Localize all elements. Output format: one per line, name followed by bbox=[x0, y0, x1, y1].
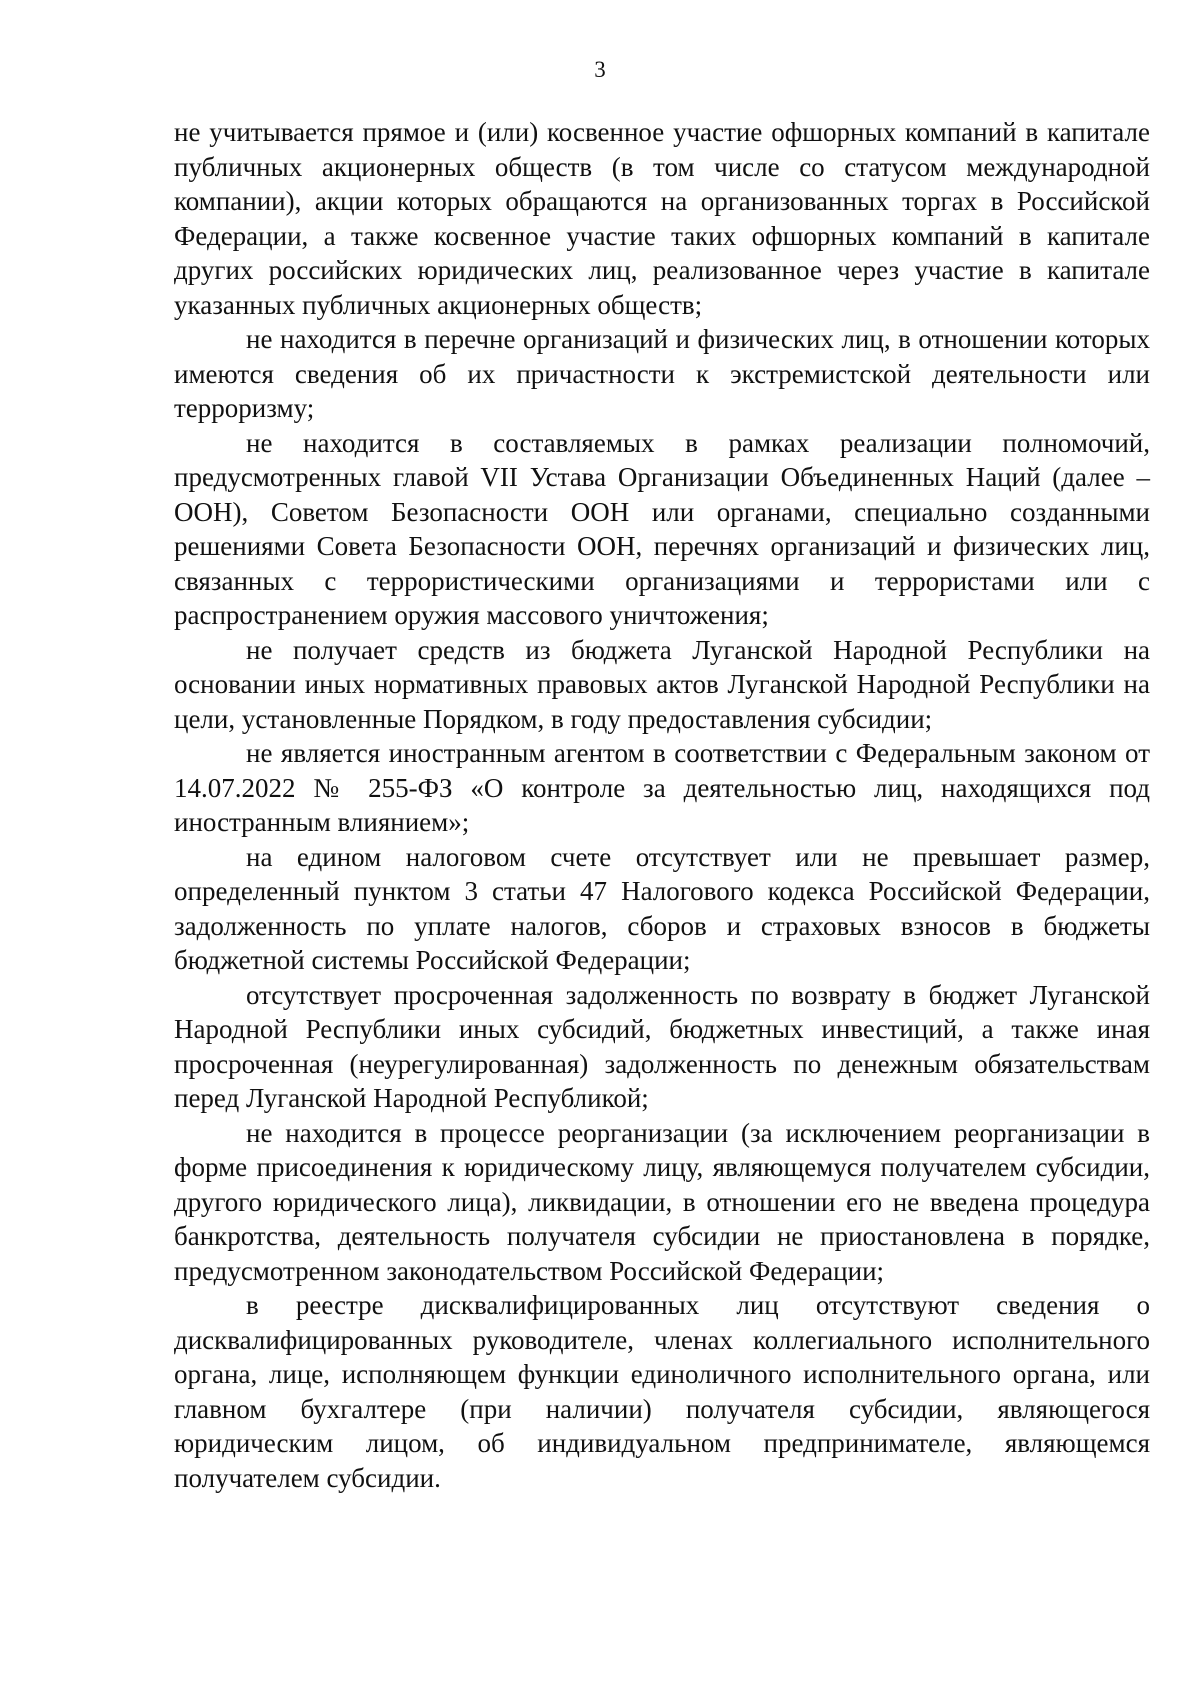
paragraph-overdue-debt: отсутствует просроченная задолженность по возврату в бюджет Луганской Народной Республики иных субсидий, бюджетных инвестиций, а также иная просроченная (неурегулированная) задолженность по денежным обязательствам перед Луганской Народной Республикой; bbox=[174, 979, 1150, 1113]
paragraph-foreign-agent: не является иностранным агентом в соответствии с Федеральным законом от 14.07.2022 № 255-ФЗ «О контроле за деятельностью лиц, находящихся под иностранным влиянием»; bbox=[174, 738, 1150, 837]
paragraph-tax-debt: на едином налоговом счете отсутствует или не превышает размер, определенный пунктом 3 статьи 47 Налогового кодекса Российской Федерации, задолженность по уплате налогов, сборов и страховых взносов в бюджеты бюджетной системы Российской Федерации; bbox=[174, 841, 1150, 975]
paragraph-un-sanctions-list: не находится в составляемых в рамках реализации полномочий, предусмотренных главой VII Устава Организации Объединенных Наций (далее – ООН), Советом Безопасности ООН или органами, специально созданными решениями Совета Безопасности ООН, перечнях организаций и физических лиц, связанных с террористическими организациями и террористами или с распространением оружия массового уничтожения; bbox=[174, 427, 1150, 630]
paragraph-reorganization: не находится в процессе реорганизации (за исключением реорганизации в форме присоединения к юридическому лицу, являющемуся получателем субсидии, другого юридического лица), ликвидации, в отношении его не введена процедура банкротства, деятельность получателя субсидии не приостановлена в порядке, предусмотренном законодательством Российской Федерации; bbox=[174, 1117, 1150, 1286]
page-number: 3 bbox=[594, 57, 606, 82]
paragraph-budget-funds: не получает средств из бюджета Луганской Народной Республики на основании иных нормативных правовых актов Луганской Народной Республики на цели, установленные Порядком, в году предоставления субсидии; bbox=[174, 634, 1150, 734]
paragraph-disqualified-register: в реестре дисквалифицированных лиц отсутствуют сведения о дисквалифицированных руководителе, членах коллегиального исполнительного органа, лице, исполняющем функции единоличного исполнительного органа, или главном бухгалтере (при наличии) получателя субсидии, являющегося юридическим лицом, об индивидуальном предпринимателе, являющемся получателем субсидии. bbox=[174, 1290, 1150, 1493]
paragraph-offshore-participation: не учитывается прямое и (или) косвенное участие офшорных компаний в капитале публичных акционерных обществ (в том числе со статусом международной компании), акции которых обращаются на организованных торгах в Российской Федерации, а также косвенное участие таких офшорных компаний в капитале других российских юридических лиц, реализованное через участие в капитале указанных публичных акционерных обществ; bbox=[174, 117, 1150, 320]
paragraph-extremism-list: не находится в перечне организаций и физических лиц, в отношении которых имеются сведения об их причастности к экстремистской деятельности или терроризму; bbox=[174, 324, 1150, 423]
document-body bbox=[174, 115, 1150, 1495]
